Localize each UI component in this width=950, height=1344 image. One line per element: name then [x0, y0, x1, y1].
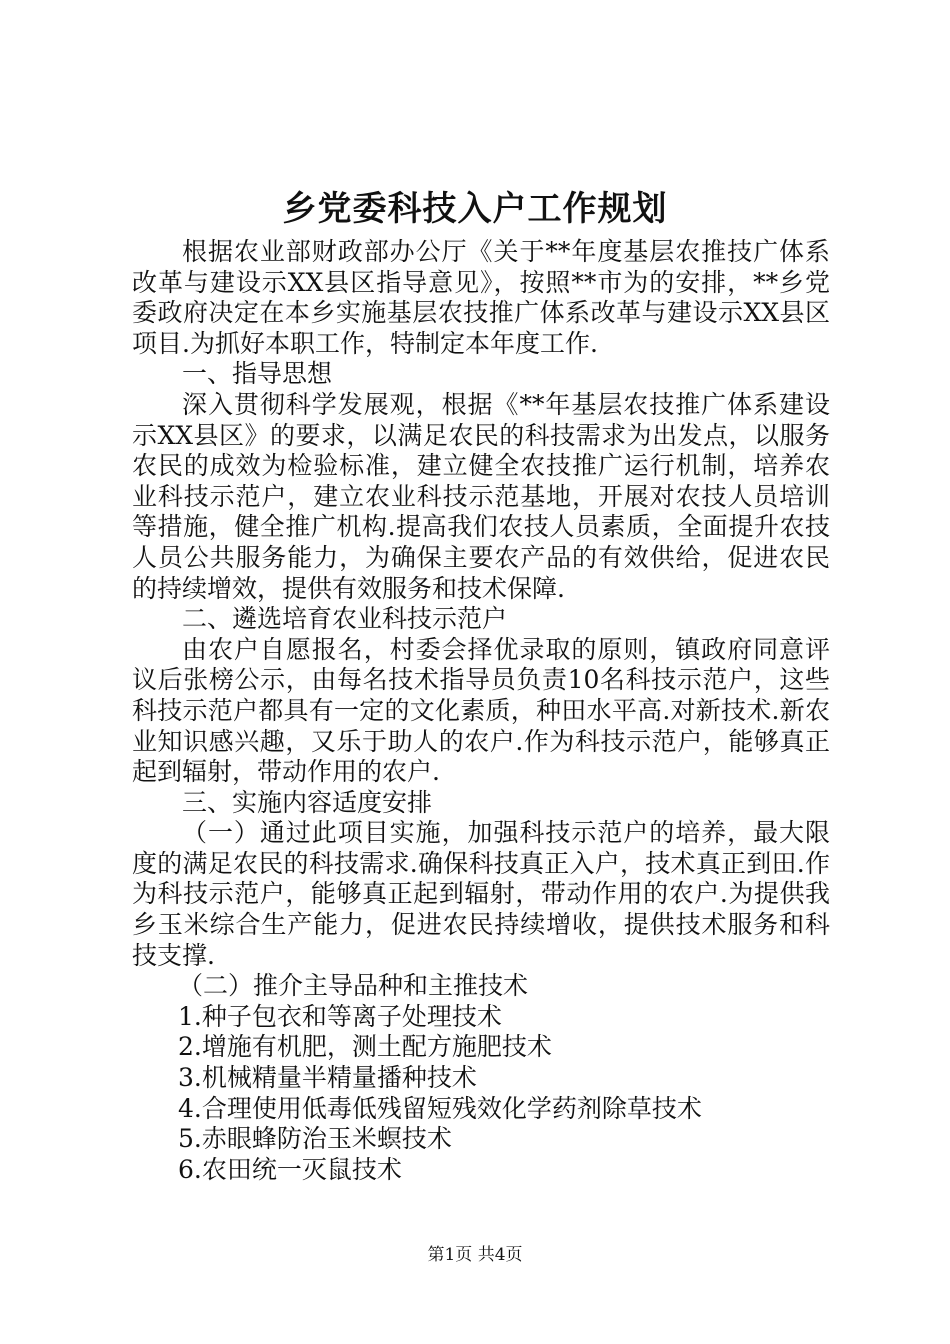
list-item: 6.农田统一灭鼠技术 — [178, 1154, 402, 1184]
list-item: 3.机械精量半精量播种技术 — [178, 1063, 477, 1093]
section-paragraph-1: 深入贯彻科学发展观，根据《**年基层农技推广体系建设示XX县区》的要求，以满足农民的科技需求为出发点，以服务农民的成效为检验标准，建立健全农技推广运行机制，培养农业科技示范户，建立农业科技示范基地，开展对农技人员培训等措施，健全推广机构.提高我们农技人员素质，全面提升农技人员公共服务能力，为确保主要农产品的有效供给，促进农民的持续增效，提供有效服务和技术保障. — [132, 389, 830, 603]
section-heading-2: 二、遴选培育农业科技示范户 — [182, 604, 508, 634]
list-item: 4.合理使用低毒低残留短残效化学药剂除草技术 — [178, 1093, 702, 1123]
list-item: 5.赤眼蜂防治玉米螟技术 — [178, 1124, 452, 1154]
document-title: 乡党委科技入户工作规划 — [282, 189, 668, 229]
list-item: 1.种子包衣和等离子处理技术 — [178, 1001, 502, 1031]
subsection-heading-2: （二）推介主导品种和主推技术 — [178, 971, 529, 1001]
section-heading-1: 一、指导思想 — [182, 359, 333, 389]
document-body — [132, 237, 830, 1185]
section-heading-3: 三、实施内容适度安排 — [182, 787, 433, 817]
subsection-paragraph-1: （一）通过此项目实施，加强科技示范户的培养，最大限度的满足农民的科技需求.确保科技真正入户，技术真正到田.作为科技示范户，能够真正起到辐射，带动作用的农户.为提供我乡玉米综合生产能力，促进农民持续增收，提供技术服务和科技支撑. — [132, 818, 830, 970]
list-item: 2.增施有机肥，测土配方施肥技术 — [178, 1032, 552, 1062]
section-paragraph-2: 由农户自愿报名，村委会择优录取的原则，镇政府同意评议后张榜公示，由每名技术指导员负责10名科技示范户，这些科技示范户都具有一定的文化素质，种田水平高.对新技术.新农业知识感兴趣，又乐于助人的农户.作为科技示范户，能够真正起到辐射，带动作用的农户. — [132, 634, 830, 787]
intro-paragraph: 根据农业部财政部办公厅《关于**年度基层农推技广体系改革与建设示XX县区指导意见》，按照**市为的安排，**乡党委政府决定在本乡实施基层农技推广体系改革与建设示XX县区项目.为抓好本职工作，特制定本年度工作. — [132, 237, 830, 358]
page-footer: 第1页 共4页 — [427, 1245, 523, 1265]
